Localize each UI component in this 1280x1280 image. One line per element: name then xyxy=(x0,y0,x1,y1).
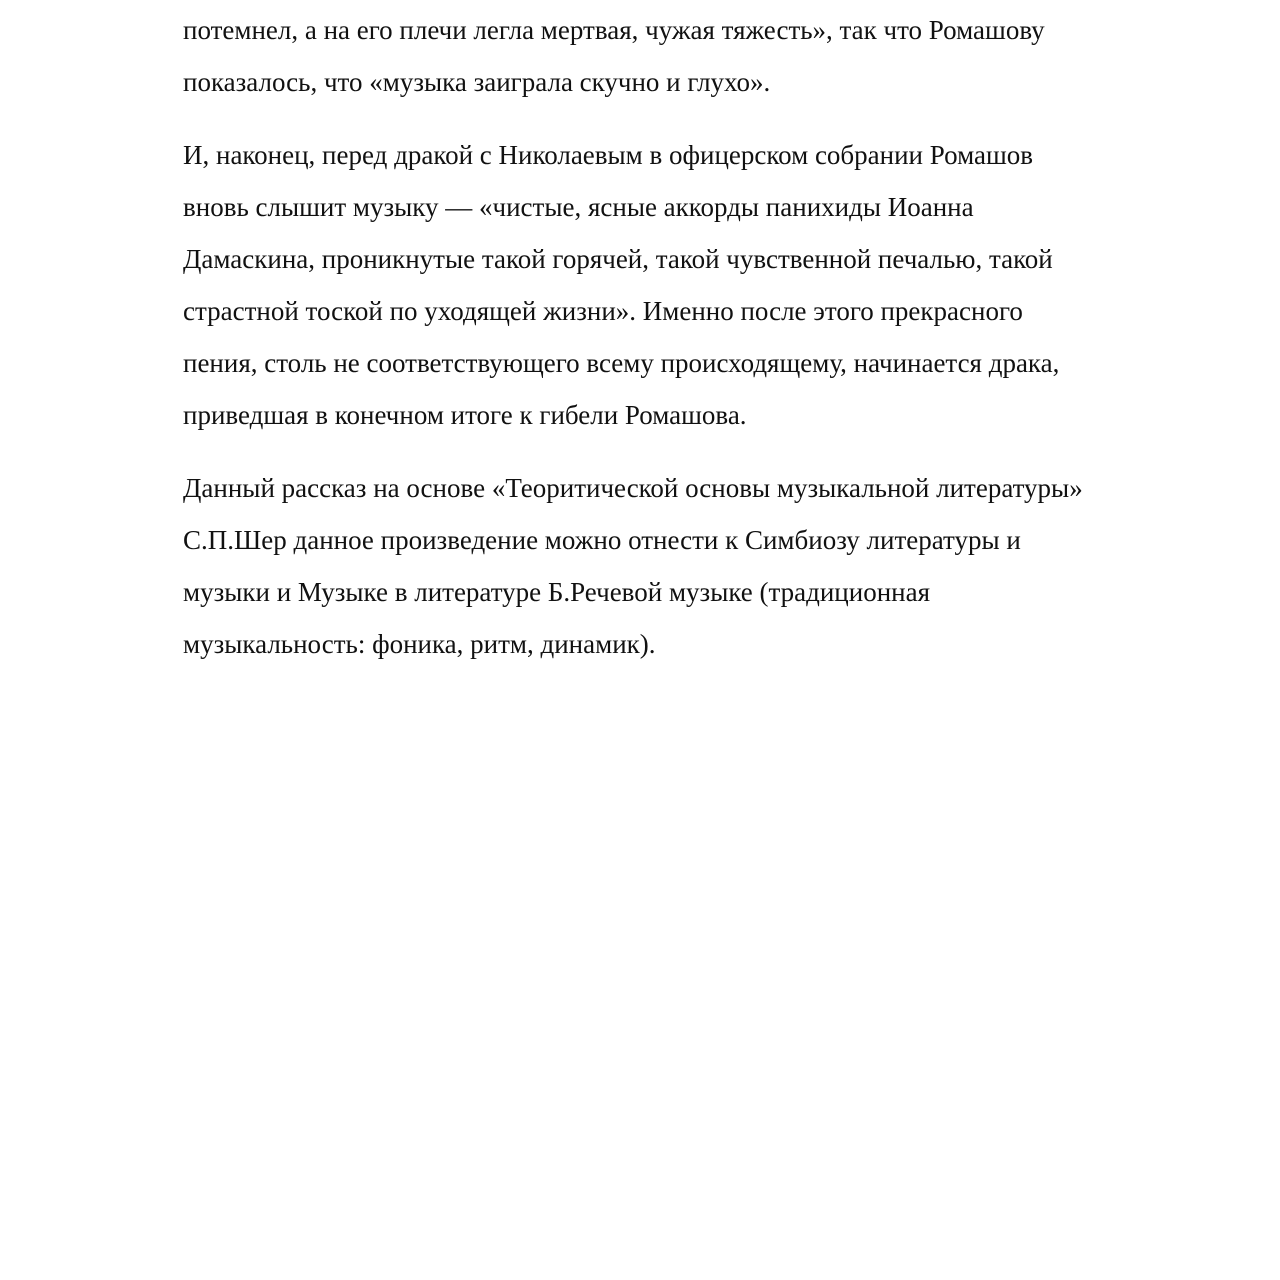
text-line: И, наконец, перед дракой с Николаевым в офицерском собрании Ромашов xyxy=(183,140,1033,170)
text-line: страстной тоской по уходящей жизни». Именно после этого прекрасного xyxy=(183,296,1023,326)
text-line: пения, столь не соответствующего всему происходящему, начинается драка, xyxy=(183,348,1060,378)
text-line: Дамаскина, проникнутые такой горячей, такой чувственной печалью, такой xyxy=(183,244,1053,274)
paragraph-3 xyxy=(183,462,1203,670)
document-page xyxy=(183,4,1203,691)
text-line: вновь слышит музыку — «чистые, ясные аккорды панихиды Иоанна xyxy=(183,192,974,222)
text-line: Данный рассказ на основе «Теоритической основы музыкальной литературы» xyxy=(183,473,1083,503)
text-line: музыки и Музыке в литературе Б.Речевой музыке (традиционная xyxy=(183,577,931,607)
text-line: приведшая в конечном итоге к гибели Ромашова. xyxy=(183,400,747,430)
text-line: музыкальность: фоника, ритм, динамик). xyxy=(183,629,656,659)
text-line: показалось, что «музыка заиграла скучно и глухо». xyxy=(183,67,771,97)
paragraph-2 xyxy=(183,129,1203,441)
paragraph-1 xyxy=(183,4,1203,108)
text-line: потемнел, а на его плечи легла мертвая, чужая тяжесть», так что Ромашову xyxy=(183,15,1045,45)
text-line: С.П.Шер данное произведение можно отнести к Симбиозу литературы и xyxy=(183,525,1021,555)
